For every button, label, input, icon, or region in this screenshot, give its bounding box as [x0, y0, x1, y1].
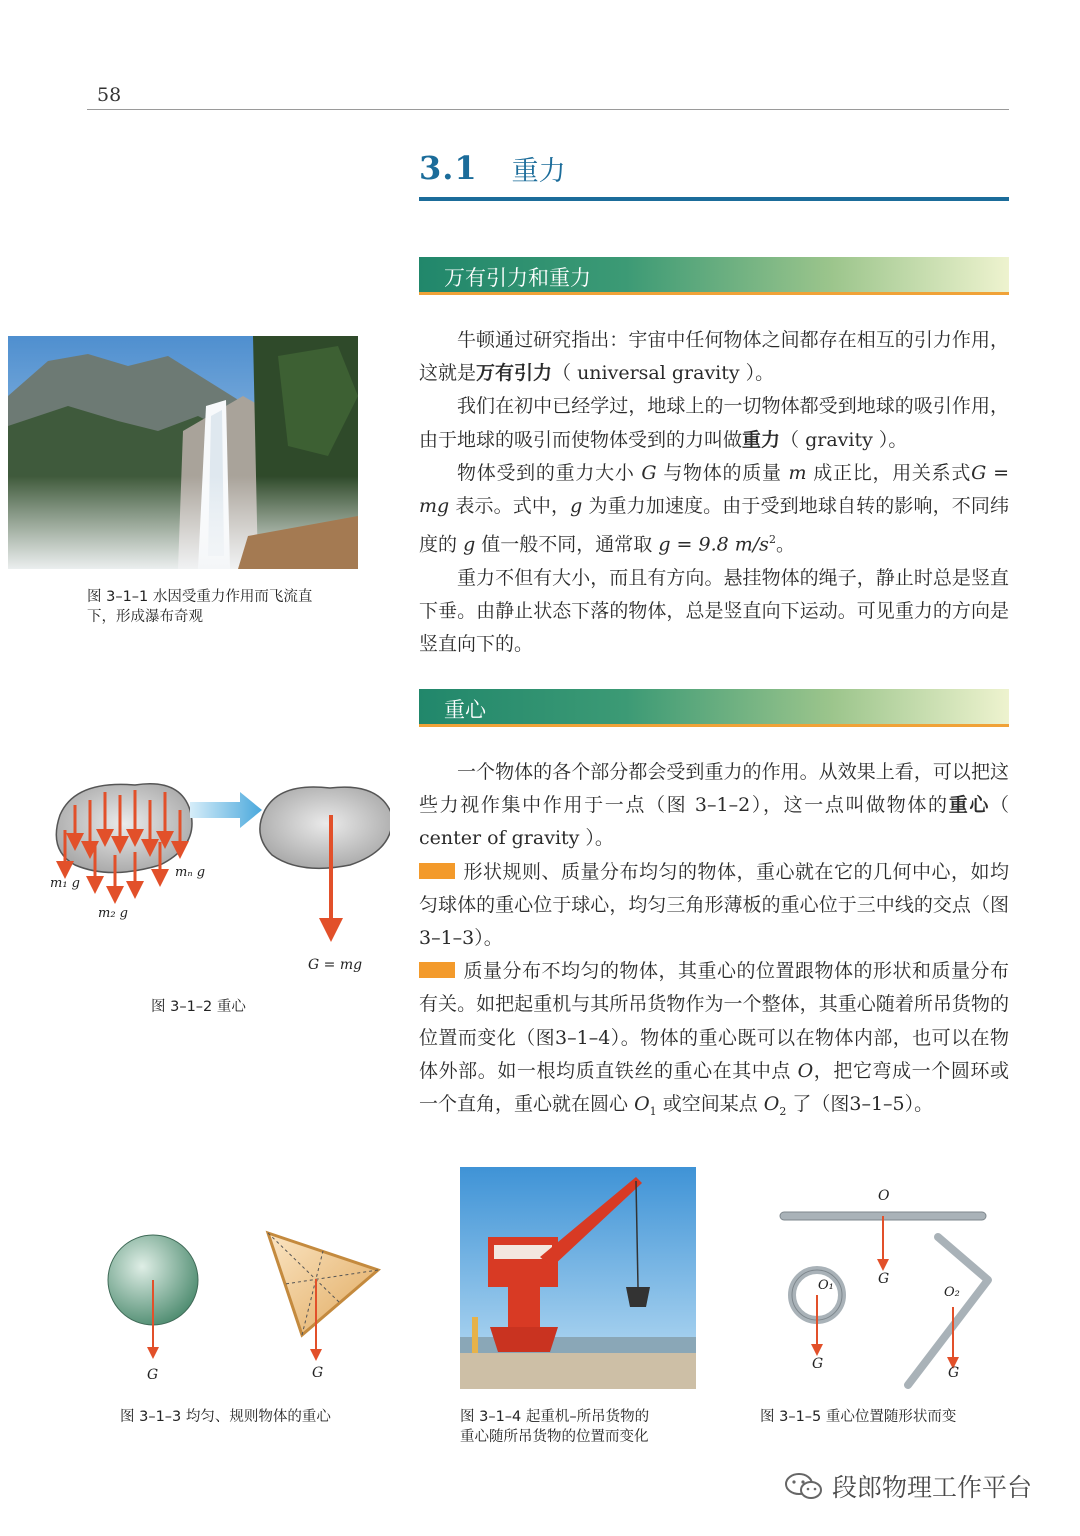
- subsection-title: 万有引力和重力: [444, 266, 591, 290]
- gravity-text: [419, 324, 1009, 661]
- subsection-heading-center-of-gravity: [419, 689, 1009, 727]
- figure-caption-3-1-2: 图 3–1–2 重心: [151, 999, 246, 1015]
- regular-shapes-diagram: [100, 1225, 390, 1390]
- subsection-heading-gravity: [419, 257, 1009, 295]
- point-label-O: O: [878, 1188, 890, 1204]
- force-label-total: G = mg: [308, 957, 363, 973]
- subsection-title: 重心: [444, 698, 486, 722]
- figure-caption-3-1-5: 图 3–1–5 重心位置随形状而变: [760, 1409, 957, 1425]
- paragraph: 一个物体的各个部分都会受到重力的作用。从效果上看，可以把这些力视作集中作用于一点（图 3–1–2），这一点叫做物体的重心（ center of gravity ）。: [419, 761, 1009, 850]
- section-title: 重力: [511, 155, 566, 187]
- formula: G = mg: [419, 461, 1009, 518]
- term-universal-gravitation: 万有引力: [476, 362, 553, 385]
- paragraph: 我们在初中已经学过，地球上的一切物体都受到地球的吸引作用，由于地球的吸引而使物体受到的力叫做重力（ gravity ）。: [419, 395, 1009, 451]
- figure-caption-3-1-4: 图 3–1–4 起重机–所吊货物的 重心随所吊货物的位置而变化: [460, 1409, 650, 1445]
- waterfall-photo: [8, 336, 358, 569]
- term-gravity: 重力: [742, 428, 781, 451]
- wire-shapes-diagram: [770, 1185, 1000, 1390]
- ring-gravity-label: G: [812, 1356, 824, 1372]
- paragraph: 重力不但有大小，而且有方向。悬挂物体的绳子，静止时总是竖直下垂。由静止状态下落的物体，总是竖直向下运动。可见重力的方向是竖直向下的。: [419, 566, 1009, 656]
- straight-wire-gravity-label: G: [878, 1271, 890, 1287]
- term-center-of-gravity: 重心: [948, 794, 990, 817]
- paragraph: 物体受到的重力大小 G 与物体的质量 m 成正比，用关系式G = mg 表示。式中，g 为重力加速度。由于受到地球自转的影响，不同纬度的 g 值一般不同，通常取 g = 9.8 $m/s^2$。: [419, 461, 1009, 556]
- bullet-marker: [419, 863, 455, 879]
- force-label-m1g: m₁ g: [50, 876, 80, 891]
- center-of-gravity-text: [419, 756, 1009, 1128]
- crane-photo: [460, 1167, 696, 1389]
- section-heading: [419, 146, 566, 190]
- bullet-marker: [419, 962, 455, 978]
- header-rule: [87, 109, 1009, 110]
- figure-caption-3-1-1: 图 3–1–1 水因受重力作用而飞流直 下，形成瀑布奇观: [87, 589, 313, 625]
- bullet-item: 形状规则、质量分布均匀的物体，重心就在它的几何中心，如均匀球体的重心位于球心，均匀三角形薄板的重心位于三中线的交点（图3–1–3）。: [419, 860, 1009, 950]
- figure-caption-3-1-3: 图 3–1–3 均匀、规则物体的重心: [120, 1409, 331, 1425]
- point-label-O1: O₁: [818, 1278, 834, 1293]
- paragraph: 牛顿通过研究指出：宇宙中任何物体之间都存在相互的引力作用，这就是万有引力（ universal gravity ）。: [419, 329, 1009, 385]
- triangle-gravity-label: G: [312, 1365, 324, 1381]
- watermark-text: 段郎物理工作平台: [832, 1473, 1033, 1502]
- section-number: 3.1: [419, 149, 478, 187]
- bullet-item: 质量分布不均匀的物体，其重心的位置跟物体的形状和质量分布有关。如把起重机与其所吊货物作为一个整体，其重心随着所吊货物的位置而变化（图3–1–4）。物体的重心既可以在物体内部，也可以在物体外部。如一根均质直铁丝的重心在其中点 O，把它弯成一个圆环或一个直角，重心就在圆心 $O_1$ 或空间某点 $O_2$ 了（图3–1–5）。: [419, 960, 1009, 1118]
- sphere-gravity-label: G: [147, 1367, 159, 1383]
- center-of-gravity-diagram: [40, 770, 390, 980]
- force-label-mng: mₙ g: [175, 865, 206, 880]
- wechat-icon: [784, 1471, 824, 1501]
- watermark: [784, 1468, 1032, 1504]
- page-number: 58: [97, 84, 122, 106]
- section-title-rule: [419, 197, 1009, 201]
- point-label-O2: O₂: [944, 1285, 960, 1300]
- bent-wire-gravity-label: G: [948, 1365, 960, 1381]
- force-label-m2g: m₂ g: [98, 906, 128, 921]
